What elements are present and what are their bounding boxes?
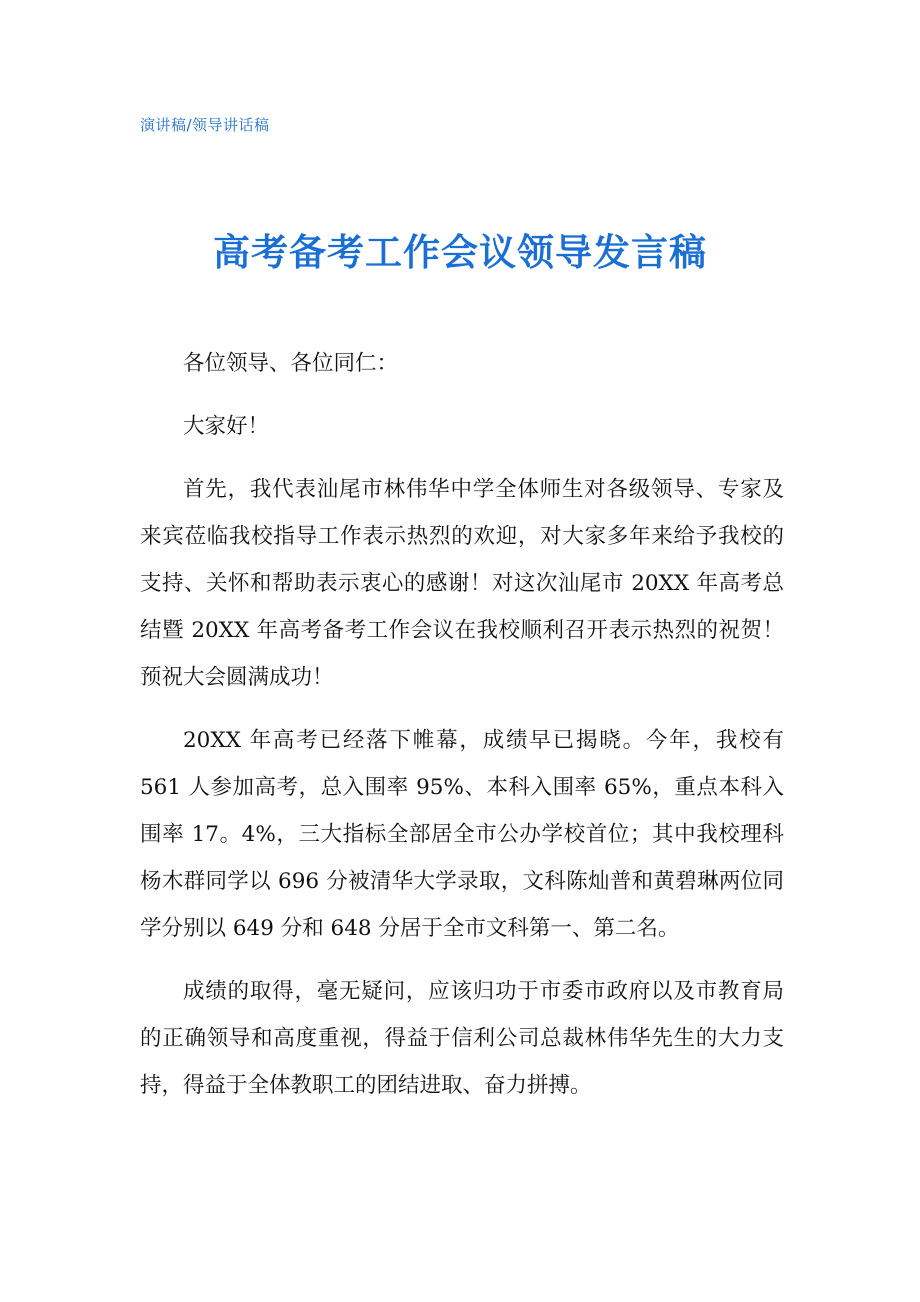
paragraph: 成绩的取得，毫无疑问，应该归功于市委市政府以及市教育局的正确领导和高度重视，得益于信利公司总裁林伟华先生的大力支持，得益于全体教职工的团结进取、奋力拼搏。 [140, 979, 784, 1098]
paragraph: 首先，我代表汕尾市林伟华中学全体师生对各级领导、专家及来宾莅临我校指导工作表示热烈的欢迎，对大家多年来给予我校的支持、关怀和帮助表示衷心的感谢！对这次汕尾市 20XX 年高考总结暨 20XX 年高考备考工作会议在我校顺利召开表示热烈的祝贺！预祝大会圆满成功！ [140, 477, 784, 690]
page-title: 高考备考工作会议领导发言稿 [213, 231, 707, 274]
category-label: 演讲稿/领导讲话稿 [140, 116, 270, 134]
document-body [140, 340, 784, 1125]
greeting: 大家好！ [183, 414, 270, 439]
salutation: 各位领导、各位同仁： [183, 351, 399, 376]
paragraph: 20XX 年高考已经落下帷幕，成绩早已揭晓。今年，我校有 561 人参加高考，总入围率 95%、本科入围率 65%，重点本科入围率 17。4%，三大指标全部居全市公办学校首位；其中我校理科杨木群同学以 696 分被清华大学录取，文科陈灿普和黄碧琳两位同学分别以 649 分和 648 分居于全市文科第一、第二名。 [140, 728, 784, 941]
